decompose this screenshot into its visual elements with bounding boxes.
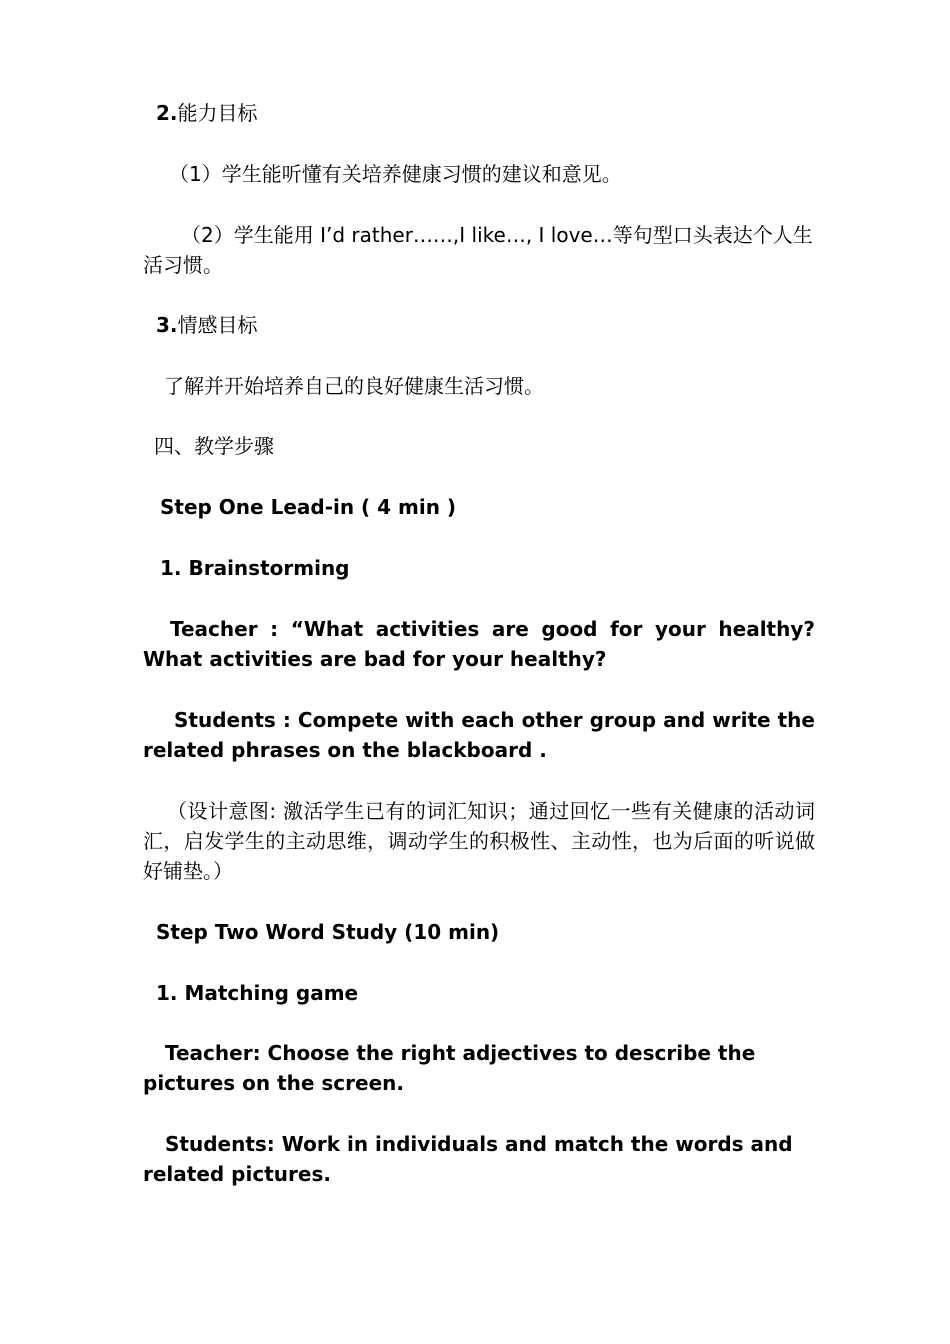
students-instruction-1: Students : Compete with each other group and write the related phrases on the blackboard . bbox=[143, 708, 815, 762]
ability-item-1: （1）学生能听懂有关培养健康习惯的建议和意见。 bbox=[169, 162, 622, 186]
section-heading: 四、教学步骤 bbox=[154, 434, 274, 458]
brainstorming-heading: 1. Brainstorming bbox=[160, 556, 350, 580]
matching-heading: 1. Matching game bbox=[156, 981, 359, 1005]
ability-goal-heading bbox=[156, 98, 828, 128]
emotion-item-1: 了解并开始培养自己的良好健康生活习惯。 bbox=[164, 374, 544, 398]
step-one-heading: Step One Lead-in ( 4 min ) bbox=[160, 495, 457, 519]
heading-number: 3. bbox=[156, 313, 178, 337]
students-instruction-2: Students: Work in individuals and match the words and related pictures. bbox=[143, 1132, 793, 1186]
emotion-goal-heading bbox=[156, 310, 828, 340]
heading-number: 2. bbox=[156, 101, 178, 125]
heading-label: 能力目标 bbox=[177, 101, 258, 125]
heading-label: 情感目标 bbox=[177, 313, 258, 337]
teacher-instruction-1: Teacher : “What activities are good for your healthy? What activities are bad for your healthy? bbox=[143, 617, 815, 671]
teacher-instruction-2: Teacher: Choose the right adjectives to describe the pictures on the screen. bbox=[143, 1041, 756, 1095]
step-two-heading: Step Two Word Study (10 min) bbox=[156, 920, 500, 944]
ability-item-2: （2）学生能用 I’d rather……,I like…, I love…等句型口头表达个人生活习惯。 bbox=[143, 223, 813, 277]
design-intent-note: （设计意图: 激活学生已有的词汇知识；通过回忆一些有关健康的活动词汇，启发学生的主动思维，调动学生的积极性、主动性，也为后面的听说做好铺垫。） bbox=[143, 799, 815, 883]
